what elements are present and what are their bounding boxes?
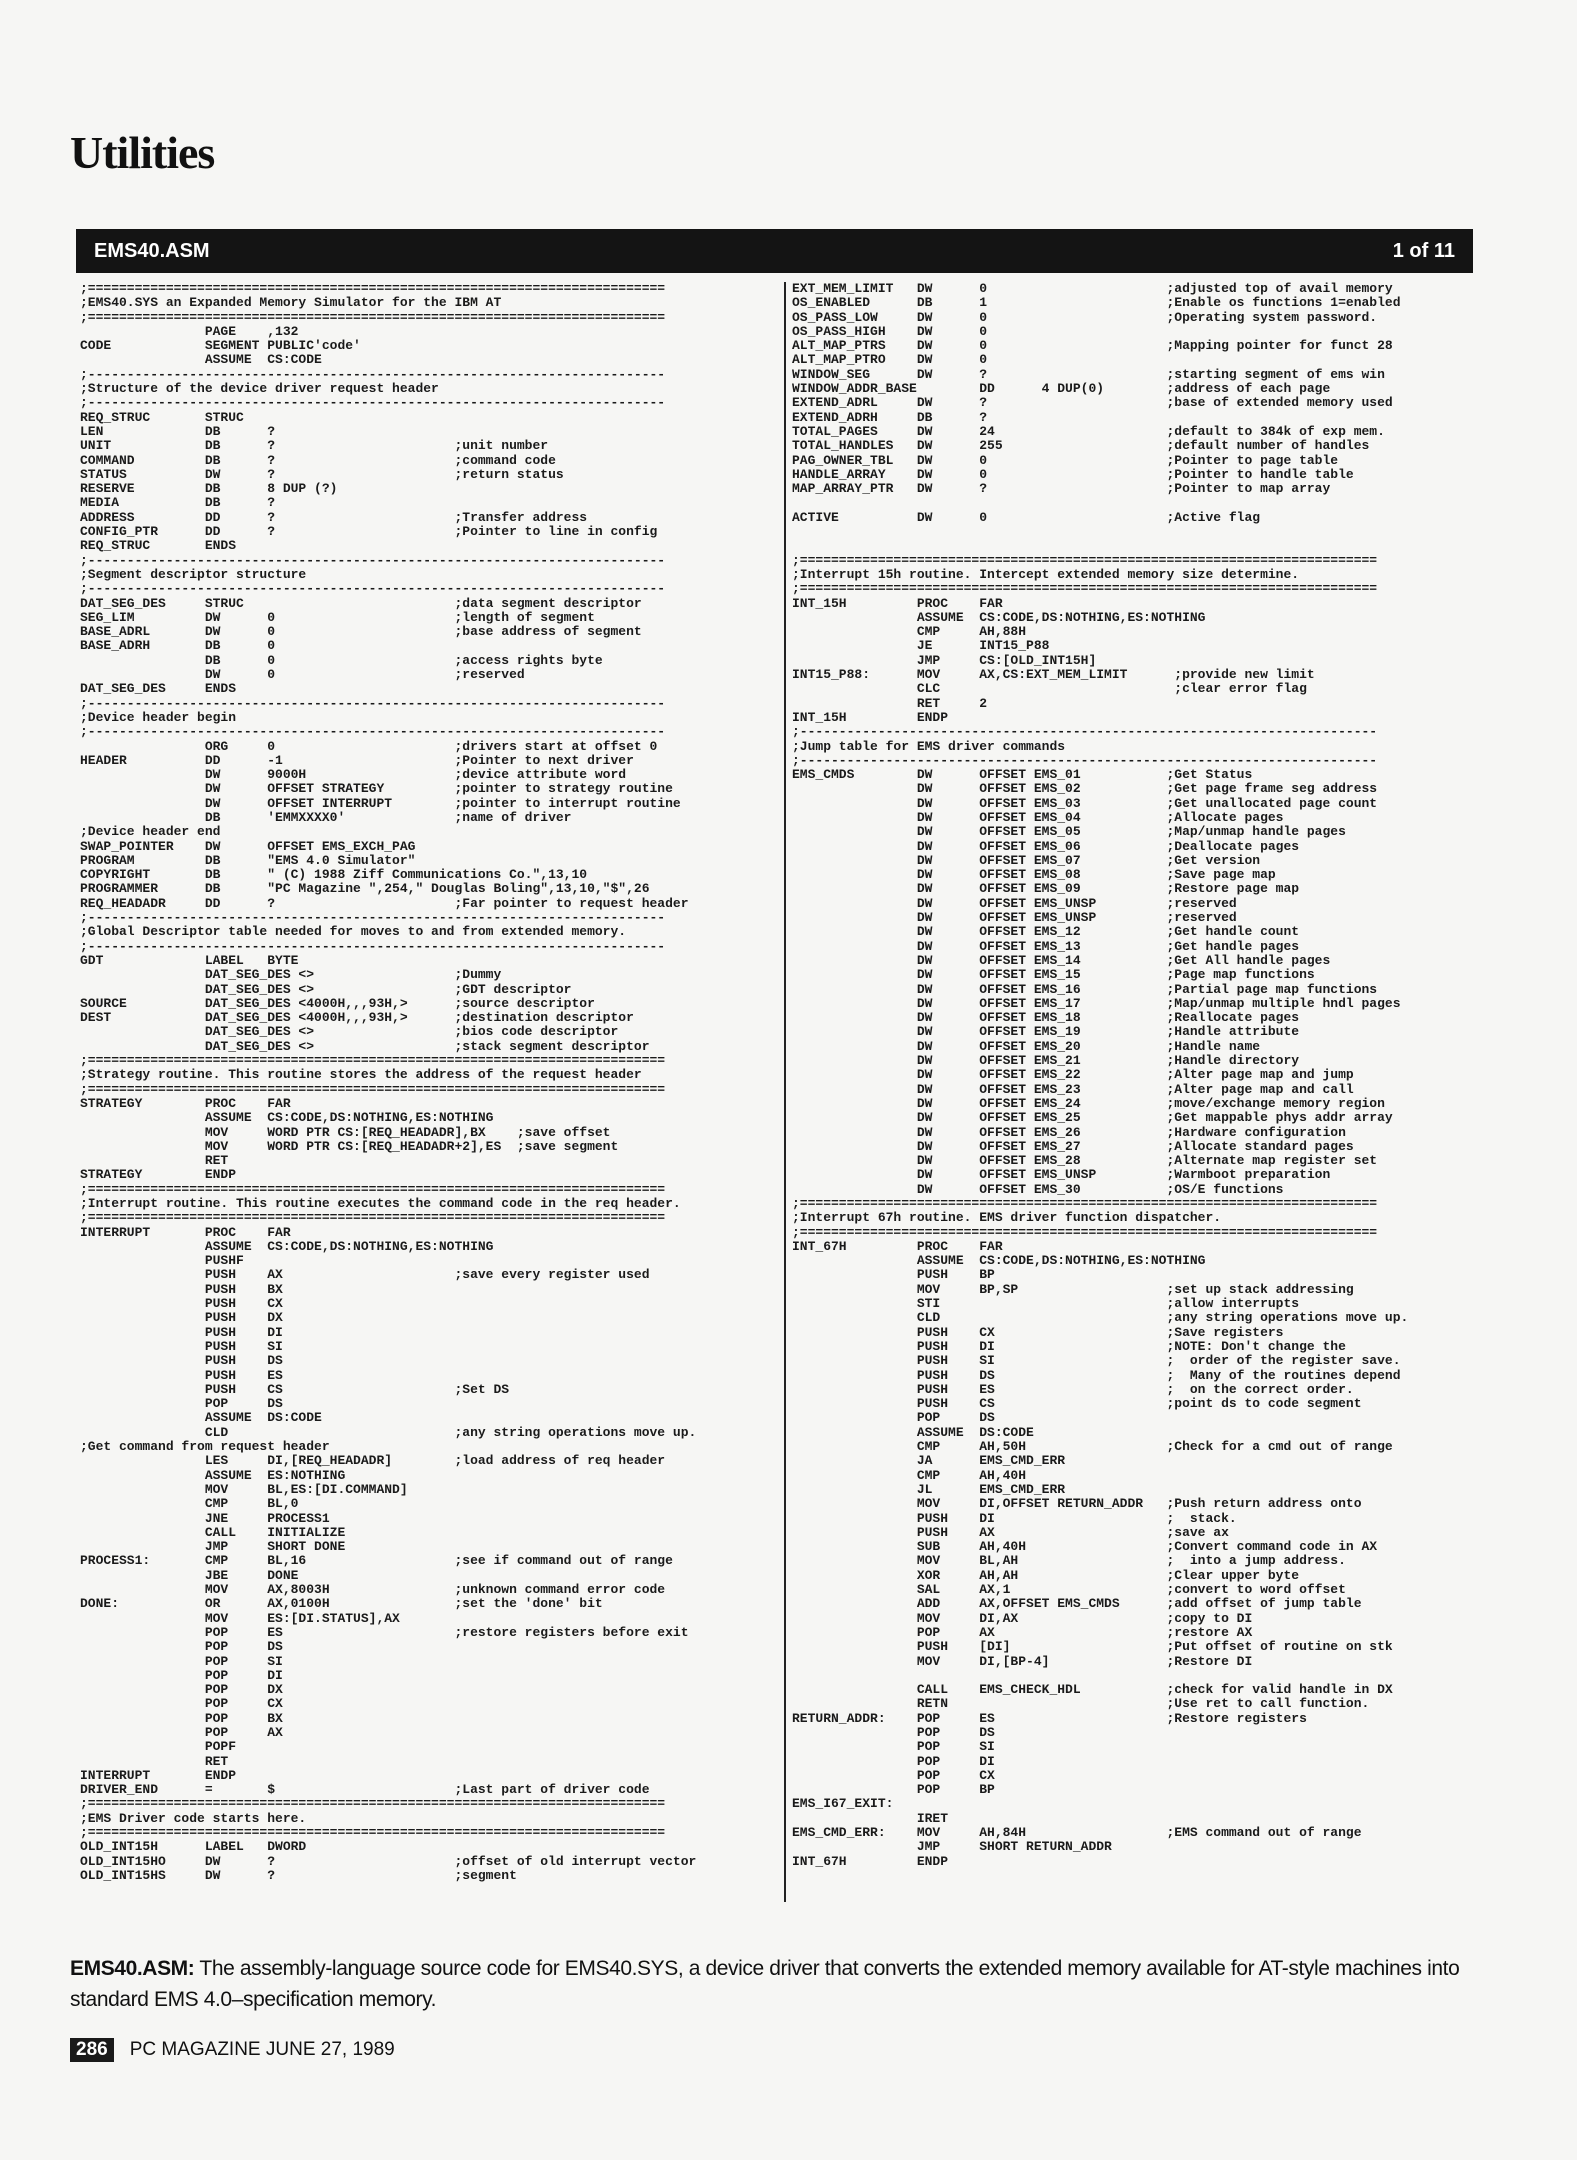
code-line: SEG_LIM DW 0 ;length of segment (80, 609, 595, 625)
code-line: OLD_INT15HO DW ? ;offset of old interrupt vector (80, 1853, 697, 1869)
code-line: PUSH DI ;NOTE: Don't change the (792, 1338, 1346, 1354)
code-line: DRIVER_END = $ ;Last part of driver code (80, 1782, 650, 1798)
code-line: POP DI (792, 1753, 995, 1769)
code-line: DW OFFSET EMS_30 ;OS/E functions (792, 1181, 1284, 1197)
code-line: PUSH CX (80, 1296, 283, 1312)
code-line: DW OFFSET EMS_16 ;Partial page map functions (792, 981, 1378, 997)
code-line: POP CX (792, 1767, 995, 1783)
code-line: MOV WORD PTR CS:[REQ_HEADADR+2],ES ;save segment (80, 1138, 619, 1154)
code-line: CLD ;any string operations move up. (80, 1424, 697, 1440)
code-line: ;========================================================================== (792, 1224, 1378, 1240)
code-line: DB 0 ;access rights byte (80, 652, 603, 668)
code-line: POP SI (80, 1653, 283, 1669)
caption-text: The assembly-language source code for EMS40.SYS, a device driver that converts the extended memory available for AT-style machines into standard EMS 4.0–specification memory. (70, 1957, 1460, 2011)
code-line: DW OFFSET EMS_22 ;Alter page map and jump (792, 1067, 1354, 1083)
code-line: STATUS DW ? ;return status (80, 466, 564, 482)
code-line: ;Strategy routine. This routine stores the address of the request header (80, 1067, 642, 1083)
code-line: DW OFFSET STRATEGY ;pointer to strategy routine (80, 781, 673, 797)
code-line: OS_PASS_LOW DW 0 ;Operating system password. (792, 309, 1378, 325)
code-line: ;-------------------------------------------------------------------------- (80, 395, 666, 411)
code-line: DW OFFSET EMS_21 ;Handle directory (792, 1053, 1300, 1069)
code-line: JE INT15_P88 (792, 638, 1050, 654)
code-line: MOV WORD PTR CS:[REQ_HEADADR],BX ;save offset (80, 1124, 611, 1140)
code-line: MAP_ARRAY_PTR DW ? ;Pointer to map array (792, 481, 1331, 497)
publication-info: PC MAGAZINE JUNE 27, 1989 (129, 2039, 395, 2060)
code-line: DW OFFSET EMS_15 ;Page map functions (792, 967, 1315, 983)
code-line: PROGRAM DB "EMS 4.0 Simulator" (80, 852, 416, 868)
code-line (792, 525, 1472, 539)
code-line: ;-------------------------------------------------------------------------- (80, 910, 666, 926)
code-line: POP DS (792, 1410, 995, 1426)
code-line: PUSH ES (80, 1367, 283, 1383)
code-line: ;-------------------------------------------------------------------------- (80, 552, 666, 568)
code-line: OLD_INT15HS DW ? ;segment (80, 1867, 517, 1883)
code-line: MOV BL,ES:[DI.COMMAND] (80, 1481, 408, 1497)
code-line: MOV DI,OFFSET RETURN_ADDR ;Push return address onto (792, 1496, 1362, 1512)
code-line: RET 2 (792, 695, 988, 711)
code-line: LEN DB ? (80, 423, 276, 439)
code-line: DW OFFSET EMS_07 ;Get version (792, 852, 1261, 868)
code-line: CLD ;any string operations move up. (792, 1310, 1409, 1326)
code-line: ;Get command from request header (80, 1439, 330, 1455)
code-line: OS_PASS_HIGH DW 0 (792, 323, 988, 339)
code-line: RET (80, 1753, 229, 1769)
code-line: CONFIG_PTR DD ? ;Pointer to line in config (80, 524, 658, 540)
code-line: SUB AH,40H ;Convert command code in AX (792, 1539, 1378, 1555)
code-line: DW OFFSET INTERRUPT ;pointer to interrupt routine (80, 795, 681, 811)
page-number: 286 (70, 2038, 114, 2062)
code-line: DAT_SEG_DES <> ;stack segment descriptor (80, 1038, 650, 1054)
code-line: EMS_I67_EXIT: (792, 1796, 894, 1812)
code-line: ;========================================================================== (80, 1053, 666, 1069)
code-line: GDT LABEL BYTE (80, 952, 299, 968)
code-line: REQ_STRUC ENDS (80, 538, 237, 554)
code-line: ACTIVE DW 0 ;Active flag (792, 509, 1261, 525)
code-line: ADD AX,OFFSET EMS_CMDS ;add offset of jump table (792, 1596, 1362, 1612)
code-line: MOV DI,AX ;copy to DI (792, 1610, 1253, 1626)
code-line (792, 1669, 1472, 1683)
code-line: JMP SHORT RETURN_ADDR (792, 1839, 1112, 1855)
code-line: ASSUME DS:CODE (792, 1424, 1034, 1440)
code-line: POP DS (80, 1396, 283, 1412)
code-line: ;========================================================================== (792, 1196, 1378, 1211)
listing-filename: EMS40.ASM (94, 239, 210, 262)
code-line: DW OFFSET EMS_02 ;Get page frame seg address (792, 781, 1378, 797)
code-line: ASSUME CS:CODE,DS:NOTHING,ES:NOTHING (80, 1238, 494, 1254)
code-line: ;========================================================================== (80, 1825, 666, 1841)
code-line: ;========================================================================== (80, 1081, 666, 1097)
code-line: MOV BL,AH ; into a jump address. (792, 1553, 1346, 1569)
code-line: DW OFFSET EMS_19 ;Handle attribute (792, 1024, 1300, 1040)
code-line: PUSH CS ;Set DS (80, 1381, 510, 1397)
code-line: ;-------------------------------------------------------------------------- (80, 695, 666, 711)
code-line: REQ_STRUC STRUC (80, 409, 244, 425)
code-line: POP DI (80, 1667, 283, 1683)
code-line: JBE DONE (80, 1567, 299, 1583)
code-line: CMP BL,0 (80, 1496, 299, 1512)
code-line: PUSH DS ; Many of the routines depend (792, 1367, 1401, 1383)
code-line: INT_67H PROC FAR (792, 1238, 1003, 1254)
code-line: DW OFFSET EMS_12 ;Get handle count (792, 924, 1300, 940)
code-line: TOTAL_PAGES DW 24 ;default to 384k of exp mem. (792, 423, 1385, 439)
code-line: CALL INITIALIZE (80, 1524, 346, 1540)
code-line: INT_15H ENDP (792, 709, 949, 725)
code-line: POP CX (80, 1696, 283, 1712)
code-line: WINDOW_ADDR_BASE DD 4 DUP(0) ;address of each page (792, 381, 1331, 397)
code-line: PROGRAMMER DB "PC Magazine ",254," Douglas Boling",13,10,"$",26 (80, 881, 650, 897)
code-line: ;========================================================================== (80, 309, 666, 325)
code-line: STI ;allow interrupts (792, 1296, 1300, 1312)
code-line: INTERRUPT PROC FAR (80, 1224, 291, 1240)
code-line: POP BX (80, 1710, 283, 1726)
code-line: DW OFFSET EMS_04 ;Allocate pages (792, 809, 1284, 825)
code-line: ;Segment descriptor structure (80, 566, 307, 582)
code-line: ASSUME CS:CODE (80, 352, 322, 368)
code-line: MOV ES:[DI.STATUS],AX (80, 1610, 400, 1626)
code-line: ;Interrupt 15h routine. Intercept extended memory size determine. (792, 566, 1300, 582)
code-line: EXTEND_ADRH DB ? (792, 409, 988, 425)
code-line: DW OFFSET EMS_09 ;Restore page map (792, 881, 1300, 897)
code-line: JNE PROCESS1 (80, 1510, 330, 1526)
code-line: ;========================================================================== (80, 1796, 666, 1812)
code-line: DW OFFSET EMS_05 ;Map/unmap handle pages (792, 824, 1346, 840)
code-line: COPYRIGHT DB " (C) 1988 Ziff Communications Co.",13,10 (80, 867, 588, 883)
code-line: ;Interrupt 67h routine. EMS driver function dispatcher. (792, 1210, 1222, 1226)
code-line: INTERRUPT ENDP (80, 1767, 237, 1783)
code-line: DW OFFSET EMS_UNSP ;reserved (792, 910, 1237, 926)
code-line: ;========================================================================== (792, 581, 1378, 597)
code-line: PAG_OWNER_TBL DW 0 ;Pointer to page table (792, 452, 1339, 468)
code-line: DW OFFSET EMS_27 ;Allocate standard pages (792, 1138, 1354, 1154)
code-line: PAGE ,132 (80, 323, 299, 339)
code-line: LES DI,[REQ_HEADADR] ;load address of req header (80, 1453, 666, 1469)
code-line: RETN ;Use ret to call function. (792, 1696, 1370, 1712)
code-line: BASE_ADRL DW 0 ;base address of segment (80, 624, 642, 640)
code-line: ;========================================================================== (792, 552, 1378, 568)
code-line: DB 'EMMXXXX0' ;name of driver (80, 809, 572, 825)
code-line: ;-------------------------------------------------------------------------- (80, 366, 666, 382)
code-line: ;Device header begin (80, 709, 237, 725)
code-line: DW OFFSET EMS_18 ;Reallocate pages (792, 1010, 1300, 1026)
code-line: DW OFFSET EMS_03 ;Get unallocated page count (792, 795, 1378, 811)
code-line: PROCESS1: CMP BL,16 ;see if command out of range (80, 1553, 673, 1569)
code-line: ASSUME CS:CODE,DS:NOTHING,ES:NOTHING (792, 609, 1206, 625)
code-line: ;EMS Driver code starts here. (80, 1810, 307, 1826)
code-line: PUSH BX (80, 1281, 283, 1297)
code-line: POPF (80, 1739, 237, 1755)
code-line: POP SI (792, 1739, 995, 1755)
code-listing (80, 282, 1472, 1902)
code-line: PUSH SI (80, 1338, 283, 1354)
code-line: DW 0 ;reserved (80, 667, 525, 683)
code-line: CMP AH,40H (792, 1467, 1027, 1483)
code-line: ;Interrupt routine. This routine executes the command code in the req header. (80, 1196, 681, 1211)
code-line: CODE SEGMENT PUBLIC'code' (80, 338, 361, 354)
code-line: PUSH SI ; order of the register save. (792, 1353, 1401, 1369)
code-line: RET (80, 1153, 229, 1169)
code-line: WINDOW_SEG DW ? ;starting segment of ems win (792, 366, 1385, 382)
listing-page-indicator: 1 of 11 (1392, 239, 1455, 262)
code-line: DAT_SEG_DES <> ;GDT descriptor (80, 981, 572, 997)
code-line: STRATEGY PROC FAR (80, 1095, 291, 1111)
code-line: CALL EMS_CHECK_HDL ;check for valid handle in DX (792, 1682, 1393, 1698)
code-line: DW 9000H ;device attribute word (80, 767, 627, 783)
section-title: Utilities (70, 127, 215, 178)
code-line: ;-------------------------------------------------------------------------- (792, 724, 1378, 740)
code-line: IRET (792, 1810, 949, 1826)
code-line: ASSUME CS:CODE,DS:NOTHING,ES:NOTHING (792, 1253, 1206, 1269)
code-line: DW OFFSET EMS_26 ;Hardware configuration (792, 1124, 1346, 1140)
code-line: ;EMS40.SYS an Expanded Memory Simulator for the IBM AT (80, 295, 502, 311)
code-line: POP ES ;restore registers before exit (80, 1624, 689, 1640)
code-line: OS_ENABLED DB 1 ;Enable os functions 1=enabled (792, 295, 1401, 311)
code-line: DEST DAT_SEG_DES <4000H,,,93H,> ;destination descriptor (80, 1010, 634, 1026)
code-line: ;Jump table for EMS driver commands (792, 738, 1066, 754)
code-line: DAT_SEG_DES <> ;Dummy (80, 967, 502, 983)
code-line: DW OFFSET EMS_23 ;Alter page map and call (792, 1081, 1354, 1097)
listing-header-bar (76, 229, 1473, 273)
column-divider (784, 282, 786, 1902)
code-line: PUSH DI (80, 1324, 283, 1340)
code-column-right (792, 282, 1472, 1869)
code-line: TOTAL_HANDLES DW 255 ;default number of handles (792, 438, 1370, 454)
code-line: DW OFFSET EMS_14 ;Get All handle pages (792, 952, 1331, 968)
code-line: DONE: OR AX,0100H ;set the 'done' bit (80, 1596, 603, 1612)
code-line: ALT_MAP_PTRS DW 0 ;Mapping pointer for funct 28 (792, 338, 1393, 354)
code-line: PUSH DS (80, 1353, 283, 1369)
code-line: EXT_MEM_LIMIT DW 0 ;adjusted top of avail memory (792, 282, 1393, 296)
code-line: OLD_INT15H LABEL DWORD (80, 1839, 307, 1855)
code-line: HEADER DD -1 ;Pointer to next driver (80, 752, 634, 768)
code-line: DW OFFSET EMS_24 ;move/exchange memory region (792, 1095, 1385, 1111)
code-line (792, 539, 1472, 553)
code-line: PUSH AX ;save every register used (80, 1267, 650, 1283)
code-line: JMP SHORT DONE (80, 1539, 346, 1555)
code-line: DW OFFSET EMS_06 ;Deallocate pages (792, 838, 1300, 854)
code-line: PUSH [DI] ;Put offset of routine on stk (792, 1639, 1393, 1655)
code-line: MOV DI,[BP-4] ;Restore DI (792, 1653, 1253, 1669)
page-footer (70, 2038, 395, 2062)
code-line: CLC ;clear error flag (792, 681, 1307, 697)
code-line: SWAP_POINTER DW OFFSET EMS_EXCH_PAG (80, 838, 416, 854)
code-line: DW OFFSET EMS_UNSP ;Warmboot preparation (792, 1167, 1331, 1183)
code-line (792, 496, 1472, 510)
code-line: INT15_P88: MOV AX,CS:EXT_MEM_LIMIT ;provide new limit (792, 667, 1315, 683)
code-line: ALT_MAP_PTRO DW 0 (792, 352, 988, 368)
code-line: PUSH AX ;save ax (792, 1524, 1229, 1540)
code-line: PUSH DI ; stack. (792, 1510, 1237, 1526)
code-line: ;-------------------------------------------------------------------------- (80, 938, 666, 954)
code-line: EMS_CMD_ERR: MOV AH,84H ;EMS command out of range (792, 1825, 1362, 1841)
code-line: ;-------------------------------------------------------------------------- (80, 724, 666, 740)
code-line: DAT_SEG_DES STRUC ;data segment descriptor (80, 595, 642, 611)
code-line: MOV AX,8003H ;unknown command error code (80, 1582, 666, 1598)
code-line: PUSH BP (792, 1267, 995, 1283)
code-line: COMMAND DB ? ;command code (80, 452, 556, 468)
code-line: MOV BP,SP ;set up stack addressing (792, 1281, 1354, 1297)
code-line: JL EMS_CMD_ERR (792, 1481, 1066, 1497)
code-line: DAT_SEG_DES <> ;bios code descriptor (80, 1024, 619, 1040)
code-line: DAT_SEG_DES ENDS (80, 681, 237, 697)
code-line: DW OFFSET EMS_28 ;Alternate map register set (792, 1153, 1378, 1169)
figure-caption (70, 1953, 1490, 2015)
code-line: POP DS (80, 1639, 283, 1655)
code-line: DW OFFSET EMS_25 ;Get mappable phys addr array (792, 1110, 1393, 1126)
code-line: JA EMS_CMD_ERR (792, 1453, 1066, 1469)
code-line: DW OFFSET EMS_20 ;Handle name (792, 1038, 1261, 1054)
code-line: ;-------------------------------------------------------------------------- (80, 581, 666, 597)
code-line: EXTEND_ADRL DW ? ;base of extended memory used (792, 395, 1393, 411)
code-line: POP AX ;restore AX (792, 1624, 1253, 1640)
caption-label: EMS40.ASM: (70, 1957, 195, 1980)
code-line: ASSUME CS:CODE,DS:NOTHING,ES:NOTHING (80, 1110, 494, 1126)
code-line: RETURN_ADDR: POP ES ;Restore registers (792, 1710, 1307, 1726)
code-line: DW OFFSET EMS_UNSP ;reserved (792, 895, 1237, 911)
code-line: ADDRESS DD ? ;Transfer address (80, 509, 588, 525)
code-line: MEDIA DB ? (80, 495, 276, 511)
code-line: XOR AH,AH ;Clear upper byte (792, 1567, 1300, 1583)
code-line: DW OFFSET EMS_08 ;Save page map (792, 867, 1276, 883)
code-line: SAL AX,1 ;convert to word offset (792, 1582, 1346, 1598)
code-line: EMS_CMDS DW OFFSET EMS_01 ;Get Status (792, 767, 1253, 783)
code-line: POP DS (792, 1724, 995, 1740)
code-line: PUSH CS ;point ds to code segment (792, 1396, 1362, 1412)
code-line: STRATEGY ENDP (80, 1167, 237, 1183)
code-column-left (80, 282, 780, 1883)
code-line: PUSH CX ;Save registers (792, 1324, 1284, 1340)
code-line: ORG 0 ;drivers start at offset 0 (80, 738, 658, 754)
code-line: POP AX (80, 1724, 283, 1740)
code-line: CMP AH,88H (792, 624, 1027, 640)
code-line: RESERVE DB 8 DUP (?) (80, 481, 338, 497)
code-line: POP DX (80, 1682, 283, 1698)
code-line: PUSHF (80, 1253, 244, 1269)
code-line: ASSUME DS:CODE (80, 1410, 322, 1426)
code-line: INT_15H PROC FAR (792, 595, 1003, 611)
code-line: SOURCE DAT_SEG_DES <4000H,,,93H,> ;source descriptor (80, 995, 595, 1011)
code-line: JMP CS:[OLD_INT15H] (792, 652, 1097, 668)
code-line: POP BP (792, 1782, 995, 1798)
code-line: ;========================================================================== (80, 282, 666, 296)
code-line: DW OFFSET EMS_13 ;Get handle pages (792, 938, 1300, 954)
code-line: ;========================================================================== (80, 1210, 666, 1226)
code-line: ;Device header end (80, 824, 221, 840)
code-line: DW OFFSET EMS_17 ;Map/unmap multiple hndl pages (792, 995, 1401, 1011)
code-line: ;========================================================================== (80, 1181, 666, 1197)
code-line: CMP AH,50H ;Check for a cmd out of range (792, 1439, 1393, 1455)
code-line: ;-------------------------------------------------------------------------- (792, 752, 1378, 768)
code-line: PUSH DX (80, 1310, 283, 1326)
code-line: BASE_ADRH DB 0 (80, 638, 276, 654)
code-line: REQ_HEADADR DD ? ;Far pointer to request header (80, 895, 689, 911)
code-line: HANDLE_ARRAY DW 0 ;Pointer to handle table (792, 466, 1354, 482)
code-line: UNIT DB ? ;unit number (80, 438, 549, 454)
code-line: ;Global Descriptor table needed for moves to and from extended memory. (80, 924, 627, 940)
code-line: ASSUME ES:NOTHING (80, 1467, 346, 1483)
code-line: ;Structure of the device driver request header (80, 381, 439, 397)
code-line: INT_67H ENDP (792, 1853, 949, 1869)
code-line: PUSH ES ; on the correct order. (792, 1381, 1354, 1397)
